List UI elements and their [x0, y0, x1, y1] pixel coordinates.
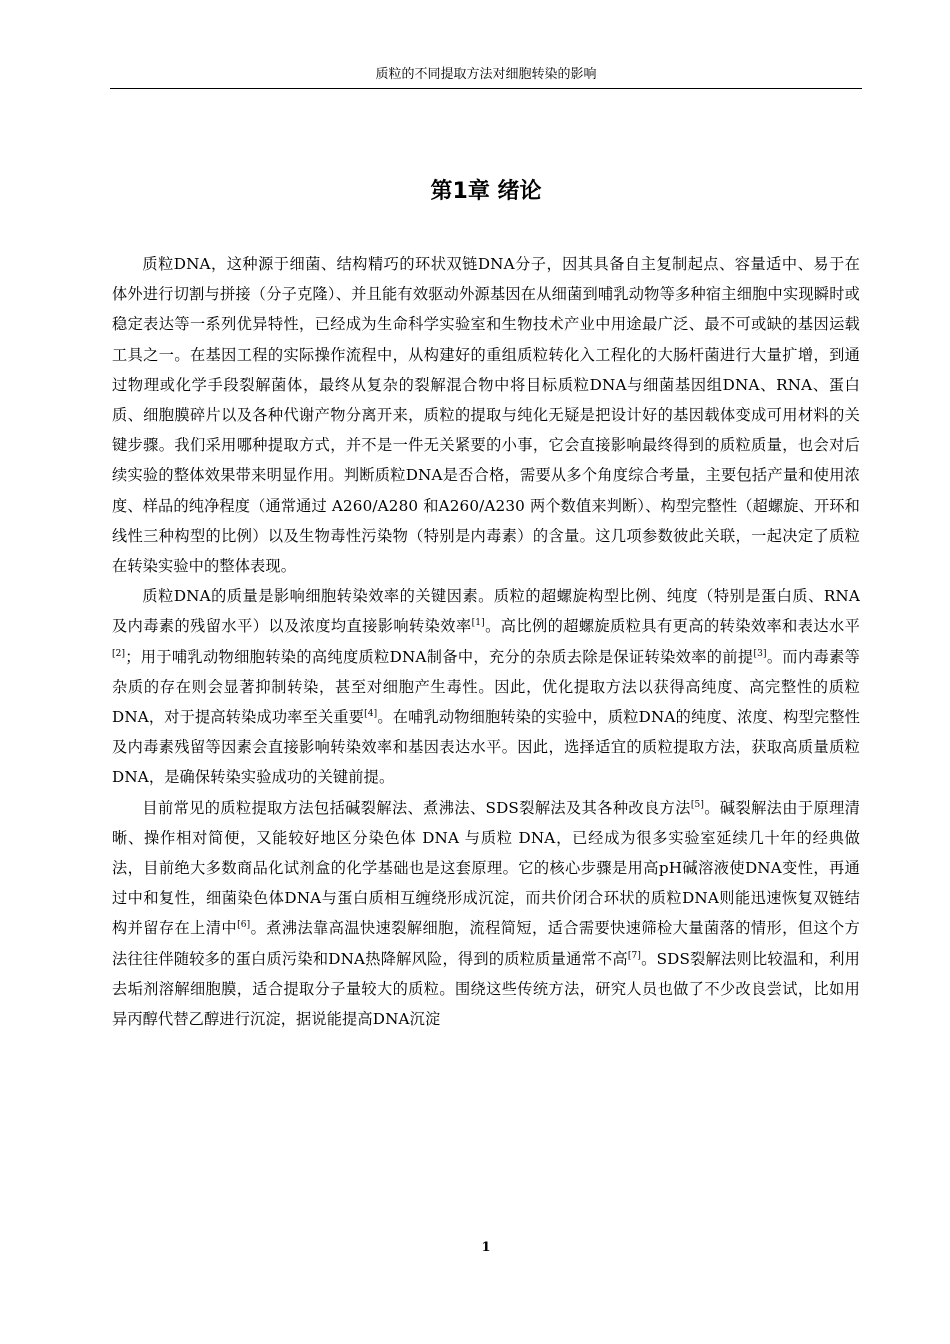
paragraph-2: [112, 581, 860, 792]
paragraph-1: [112, 249, 860, 581]
paragraph-text: 。碱裂解法由于原理清晰、操作相对简便，又能较好地区分染色体 DNA 与质粒 DNA，已经成为很多实验室延续几十年的经典做法，目前绝大多数商品化试剂盒的化学基础也是这套原理。它的核心步骤是用高pH碱溶液使DNA变性，再通过中和复性，细菌染色体DNA与蛋白质相互缠绕形成沉淀，而共价闭合环状的质粒DNA则能迅速恢复双链结构并留存在上清中: [112, 798, 861, 938]
citation-2: [2]: [112, 648, 126, 659]
citation-6: [6]: [237, 920, 251, 931]
paragraph-text: ；用于哺乳动物细胞转染的高纯度质粒DNA制备中，充分的杂质去除是保证转染效率的前提: [125, 647, 754, 666]
citation-3: [3]: [753, 648, 767, 659]
chapter-title: 第1章 绪论: [430, 179, 542, 204]
paragraph-text: 。高比例的超螺旋质粒具有更高的转染效率和表达水平: [484, 617, 860, 636]
paragraph-1-text: 质粒DNA，这种源于细菌、结构精巧的环状双链DNA分子，因其具备自主复制起点、容量适中、易于在体外进行切割与拼接（分子克隆）、并且能有效驱动外源基因在从细菌到哺乳动物等多种宿主细胞中实现瞬时或稳定表达等一系列优异特性，已经成为生命科学实验室和生物技术产业中用途最广泛、最不可或缺的基因运载工具之一。在基因工程的实际操作流程中，从构建好的重组质粒转化入工程化的大肠杆菌进行大量扩增，到通过物理或化学手段裂解菌体，最终从复杂的裂解混合物中将目标质粒DNA与细菌基因组DNA、RNA、蛋白质、细胞膜碎片以及各种代谢产物分离开来，质粒的提取与纯化无疑是把设计好的基因载体变成可用材料的关键步骤。我们采用哪种提取方式，并不是一件无关紧要的小事，它会直接影响最终得到的质粒质量，也会对后续实验的整体效果带来明显作用。判断质粒DNA是否合格，需要从多个角度综合考量，主要包括产量和使用浓度、样品的纯净程度（通常通过 A260/A280 和A260/A230 两个数值来判断）、构型完整性（超螺旋、开环和线性三种构型的比例）以及生物毒性污染物（特别是内毒素）的含量。这几项参数彼此关联，一起决定了质粒在转染实验中的整体表现。: [112, 255, 860, 576]
page-number: 1: [481, 1240, 491, 1255]
citation-7: [7]: [627, 950, 642, 961]
citation-1: [1]: [471, 618, 485, 629]
running-header: 质粒的不同提取方法对细胞转染的影响: [375, 67, 597, 82]
paragraph-text: 质粒DNA的质量是影响细胞转染效率的关键因素。质粒的超螺旋构型比例、纯度（特别是蛋白质、RNA 及内毒素的残留水平）以及浓度均直接影响转染效率: [112, 587, 860, 636]
body-text: [112, 249, 860, 1034]
paragraph-text: 目前常见的质粒提取方法包括碱裂解法、煮沸法、SDS裂解法及其各种改良方法: [142, 798, 691, 817]
citation-5: [5]: [690, 799, 705, 810]
paragraph-text: 。而内毒素等杂质的存在则会显著抑制转染，甚至对细胞产生毒性。因此，优化提取方法以获得高纯度、高完整性的质粒 DNA，对于提高转染成功率至关重要: [112, 647, 860, 727]
paragraph-text: 。煮沸法靠高温快速裂解细胞，流程简短，适合需要快速筛检大量菌落的情形，但这个方法往往伴随较多的蛋白质污染和DNA热降解风险，得到的质粒质量通常不高: [112, 919, 860, 968]
paragraph-text: 。在哺乳动物细胞转染的实验中，质粒DNA的纯度、浓度、构型完整性及内毒素残留等因素会直接影响转染效率和基因表达水平。因此，选择适宜的质粒提取方法，获取高质量质粒DNA，是确保转染实验成功的关键前提。: [112, 708, 861, 787]
paragraph-3: [112, 793, 860, 1035]
citation-4: [4]: [364, 708, 378, 719]
paragraph-text: 。SDS裂解法则比较温和，利用去垢剂溶解细胞膜，适合提取分子量较大的质粒。围绕这些传统方法，研究人员也做了不少改良尝试，比如用异丙醇代替乙醇进行沉淀，据说能提高DNA沉淀: [112, 949, 860, 1029]
header-rule: [110, 88, 862, 89]
